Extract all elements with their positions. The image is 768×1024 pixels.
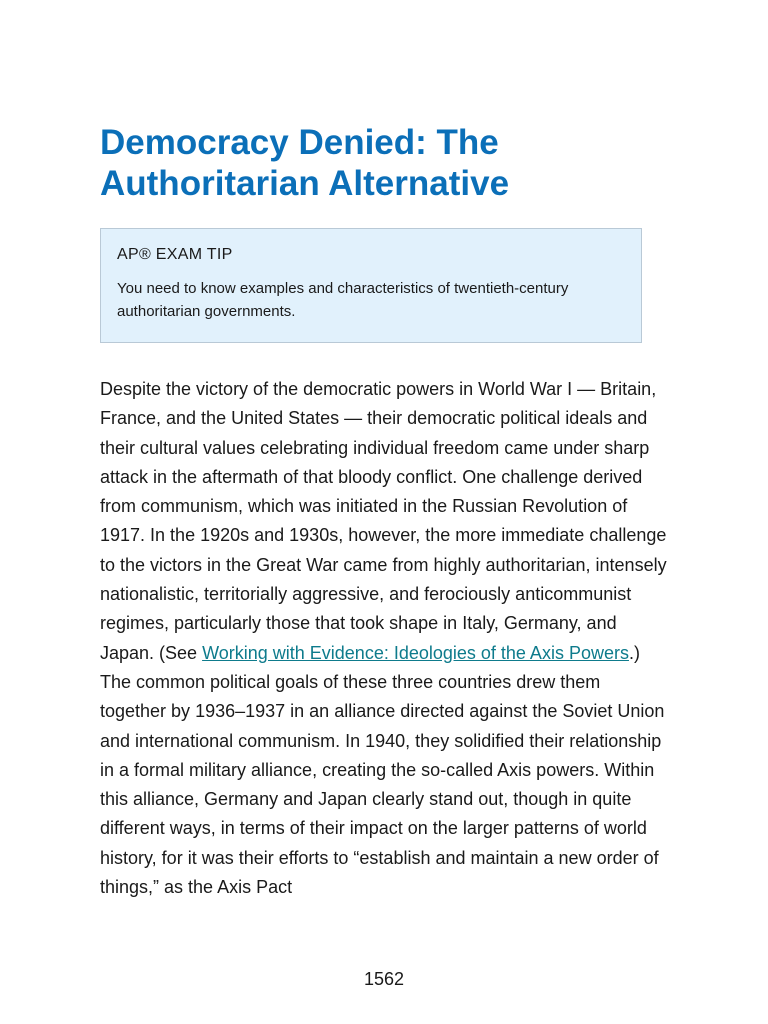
body-text-after-link: .) The common political goals of these three countries drew them together by 1936–1937 in an alliance directed against the Soviet Union and international communism. In 1940, they solidified their relationship in a formal military alliance, creating the so-called Axis powers. Within this alliance, Germany and Japan clearly stand out, though in quite different ways, in terms of their impact on the larger patterns of world history, for it was their efforts to “establish and maintain a new order of things,” as the Axis Pact <box>100 642 665 898</box>
page-number: 1562 <box>363 969 405 989</box>
exam-tip-text: You need to know examples and characteristics of twentieth-century authoritarian governments. <box>117 280 569 320</box>
exam-tip-label: AP® EXAM TIP <box>117 246 233 263</box>
body-paragraph <box>100 375 670 902</box>
body-text-before-link: Despite the victory of the democratic powers in World War I — Britain, France, and the United States — their democratic political ideals and their cultural values celebrating individual freedom came under sharp attack in the aftermath of that bloody conflict. One challenge derived from communism, which was initiated in the Russian Revolution of 1917. In the 1920s and 1930s, however, the more immediate challenge to the victors in the Great War came from highly authoritarian, intensely nationalistic, territorially aggressive, and ferociously anticommunist regimes, particularly those that took shape in Italy, Germany, and Japan. (See <box>100 379 667 663</box>
working-with-evidence-link[interactable]: Working with Evidence: Ideologies of the Axis Powers <box>202 642 629 663</box>
section-title: Democracy Denied: The Authoritarian Alternative <box>100 123 510 203</box>
exam-tip-box <box>100 228 642 343</box>
